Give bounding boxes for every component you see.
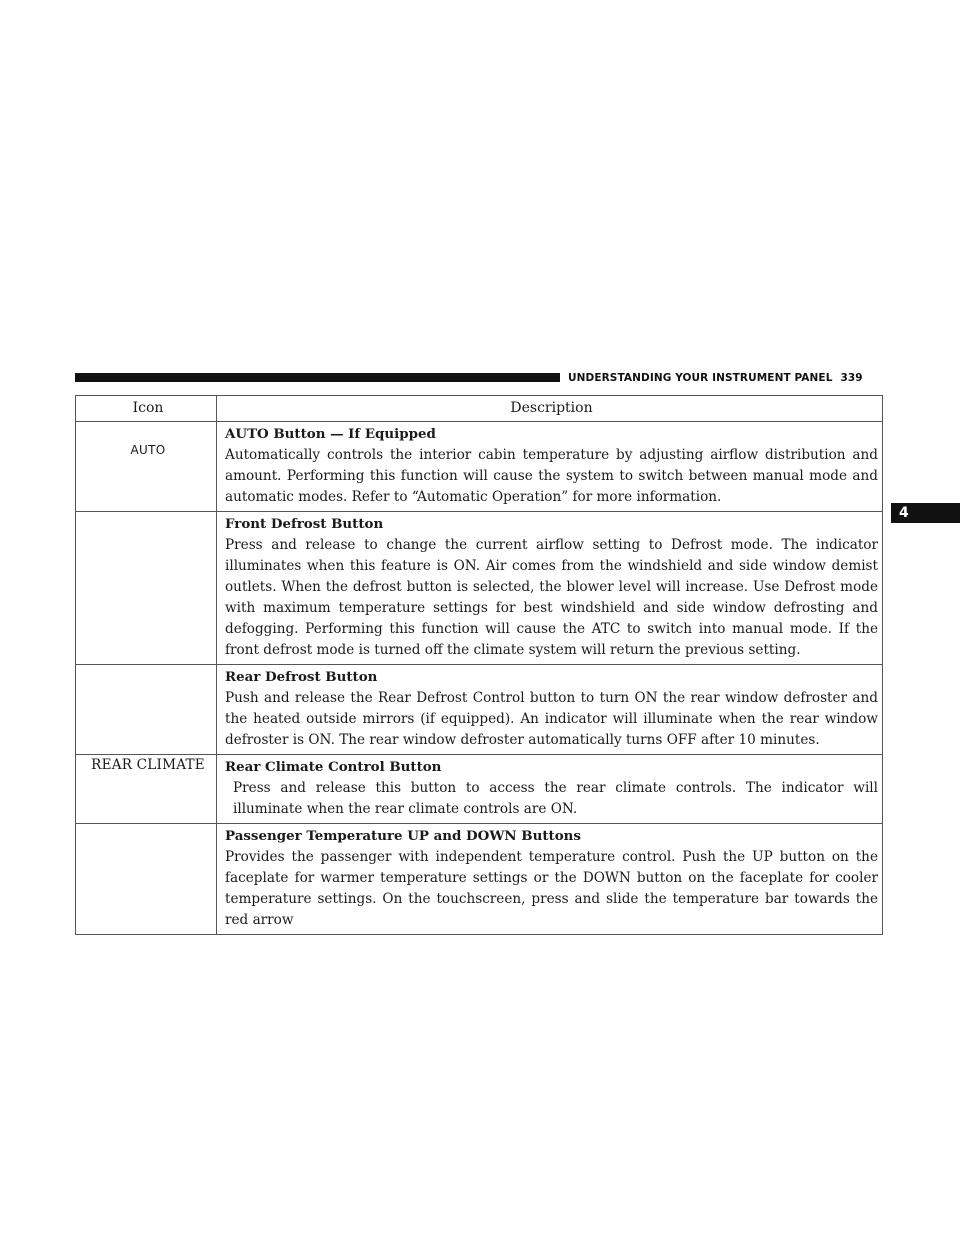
table-row xyxy=(76,665,883,755)
row-title: Passenger Temperature UP and DOWN Buttons xyxy=(225,828,581,844)
chapter-tab: 4 xyxy=(891,503,960,523)
row-title: Front Defrost Button xyxy=(225,516,384,532)
table-row xyxy=(76,422,883,512)
column-header-description: Description xyxy=(217,396,883,422)
rear-defrost-icon xyxy=(76,665,217,755)
description-cell xyxy=(217,755,883,824)
row-title: Rear Climate Control Button xyxy=(225,759,442,775)
table-row xyxy=(76,755,883,824)
running-header xyxy=(568,369,863,387)
row-description: Automatically controls the interior cabin temperature by adjusting airflow distribution and amount. Performing this function will cause the system to switch between manual mode and automatic modes. Refer to “Automatic Operation” for more information. xyxy=(225,447,878,505)
page-number: 339 xyxy=(840,372,863,384)
front-defrost-icon xyxy=(76,512,217,665)
auto-icon: AUTO xyxy=(130,443,166,457)
icon-cell xyxy=(76,422,217,512)
table-header-row xyxy=(76,396,883,422)
passenger-temperature-icon xyxy=(76,824,217,935)
icon-cell xyxy=(76,755,217,824)
description-cell xyxy=(217,512,883,665)
table-row xyxy=(76,824,883,935)
row-description: Press and release to change the current airflow setting to Defrost mode. The indicator illuminates when this feature is ON. Air comes from the windshield and side window demist outlets. When the defrost button is selected, the blower level will increase. Use Defrost mode with maximum temperature settings for best windshield and side window defrosting and defogging. Performing this function will cause the ATC to switch into manual mode. If the front defrost mode is turned off the climate system will return the previous setting. xyxy=(225,537,878,658)
rear-climate-icon: REAR CLIMATE xyxy=(91,757,205,773)
row-title: AUTO Button — If Equipped xyxy=(225,426,436,442)
description-cell xyxy=(217,824,883,935)
climate-controls-table xyxy=(75,395,883,935)
column-header-icon: Icon xyxy=(76,396,217,422)
row-description: Push and release the Rear Defrost Control button to turn ON the rear window defroster and the heated outside mirrors (if equipped). An indicator will illuminate when the rear window defroster is ON. The rear window defroster automatically turns OFF after 10 minutes. xyxy=(225,690,878,748)
row-title: Rear Defrost Button xyxy=(225,669,378,685)
row-description: Provides the passenger with independent temperature control. Push the UP button on the faceplate for warmer temperature settings or the DOWN button on the faceplate for cooler temperature settings. On the touchscreen, press and slide the temperature bar towards the red arrow xyxy=(225,849,878,928)
header-rule-bar xyxy=(75,373,560,382)
table-row xyxy=(76,512,883,665)
description-cell xyxy=(217,665,883,755)
row-description: Press and release this button to access the rear climate controls. The indicator will illuminate when the rear climate controls are ON. xyxy=(233,780,878,817)
section-title: UNDERSTANDING YOUR INSTRUMENT PANEL xyxy=(568,372,833,384)
description-cell xyxy=(217,422,883,512)
